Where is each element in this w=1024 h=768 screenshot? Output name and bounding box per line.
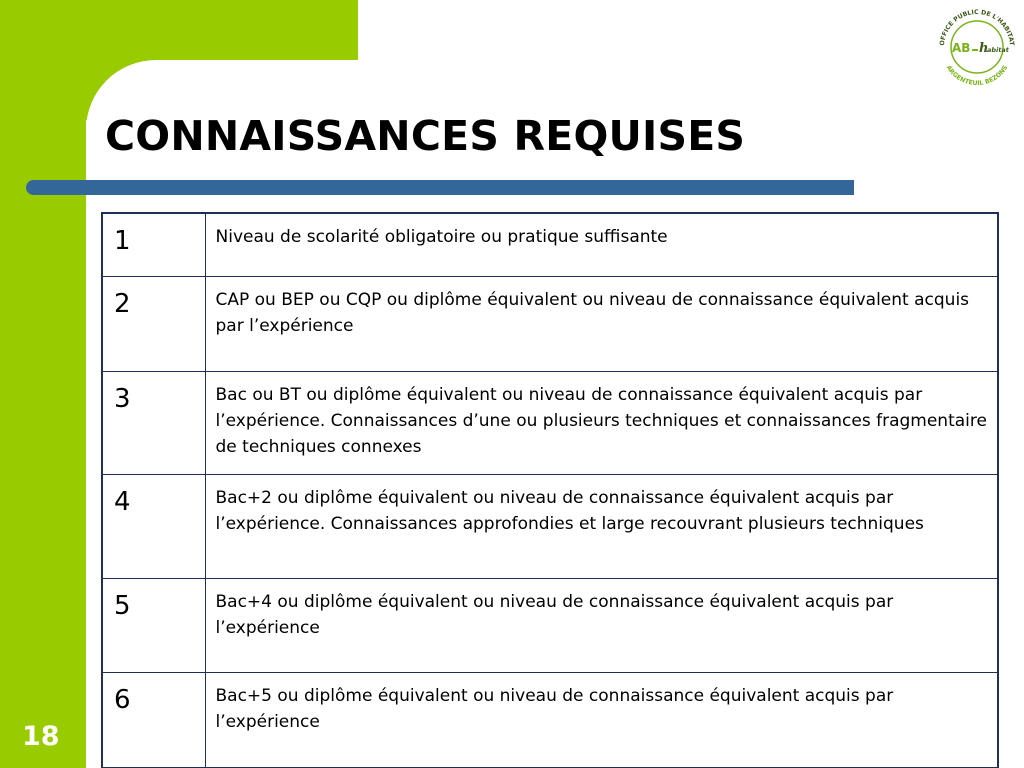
logo-ring-text-bottom: ARGENTEUIL BEZONS [944,64,1010,88]
table-row [102,579,998,673]
level-cell: 1 [102,213,205,277]
table-row [102,372,998,475]
logo-ring-text-top: OFFICE PUBLIC DE L'HABITAT [938,8,1016,46]
page-number: 18 [22,721,60,752]
logo-underscore [972,49,978,51]
logo-mark-h: h [979,41,989,56]
level-cell: 4 [102,475,205,579]
level-cell: 2 [102,277,205,372]
table-row [102,213,998,277]
description-cell: Bac+5 ou diplôme équivalent ou niveau de connaissance équivalent acquis par l’expérience [205,673,998,768]
table-row [102,277,998,372]
logo-mark: AB [952,41,971,55]
table-row [102,475,998,579]
ab-habitat-logo [934,4,1020,90]
level-cell: 5 [102,579,205,673]
logo-graphic [934,4,1020,90]
description-cell: Bac+4 ou diplôme équivalent ou niveau de connaissance équivalent acquis par l’expérience [205,579,998,673]
requirements-table [101,212,999,768]
description-cell: Bac ou BT ou diplôme équivalent ou niveau de connaissance équivalent acquis par l’expérience. Connaissances d’une ou plusieurs techniques et connaissances fragmentaire de techniques connexes [205,372,998,475]
level-cell: 6 [102,673,205,768]
description-cell: CAP ou BEP ou CQP ou diplôme équivalent ou niveau de connaissance équivalent acquis par l’expérience [205,277,998,372]
description-cell: Bac+2 ou diplôme équivalent ou niveau de connaissance équivalent acquis par l’expérience. Connaissances approfondies et large recouvrant plusieurs techniques [205,475,998,579]
table-row [102,673,998,768]
logo-mark-rest: abitat [987,46,1009,54]
level-cell: 3 [102,372,205,475]
slide-title: CONNAISSANCES REQUISES [105,112,746,160]
description-cell: Niveau de scolarité obligatoire ou pratique suffisante [205,213,998,277]
title-underline-bar [26,180,854,195]
